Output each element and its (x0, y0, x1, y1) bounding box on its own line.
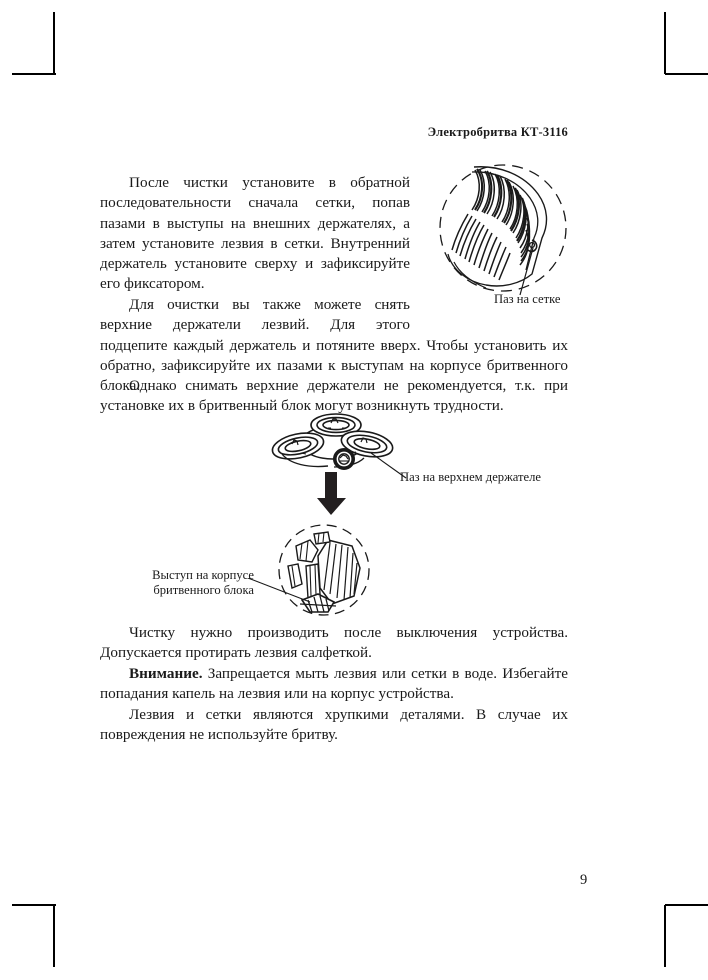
warning-label: Внимание. (129, 665, 203, 682)
figure-text-wrap-spacer (410, 295, 568, 316)
paragraph-not-recommended (100, 376, 568, 417)
crop-mark-top-left-vertical (53, 12, 55, 74)
crop-mark-bottom-left-horizontal (12, 904, 56, 906)
paragraph-text: После чистки установите в обратной последовательности сначала сетки, попав пазами в выступы на внешних держателях, а затем установите лезвия в сетки. Внутренний держатель установите сверху и зафиксируйте его фиксатором. (100, 174, 410, 293)
caption-body-lug-line2: бритвенного блока (153, 583, 254, 597)
crop-mark-bottom-left-vertical (53, 905, 55, 967)
paragraph-text: Чистку нужно производить после выключения устройства. Допускается протирать лезвия салфеткой. (100, 624, 568, 662)
caption-mesh-slot: Паз на сетке (494, 292, 561, 306)
caption-body-lug (126, 568, 254, 598)
leader-line-body-lug (248, 578, 312, 609)
paragraph-text: Однако снимать верхние держатели не рекомендуется, т.к. при установке их в бритвенный блок могут возникнуть трудности. (100, 377, 568, 415)
caption-top-holder-slot: Паз на верхнем держателе (400, 470, 542, 484)
crop-mark-top-right-vertical (664, 12, 666, 74)
figure-down-arrow (312, 472, 350, 516)
paragraph-fragile-parts (100, 705, 568, 746)
paragraph-text: Для очистки вы также можете снять верхние держатели лезвий. Для этого подцепите каждый держатель и потяните вверх. Чтобы установить их обратно, зафиксируйте их пазами к выступам на корпусе бритвенного блока. (100, 296, 568, 395)
paragraph-cleaning-when-off (100, 623, 568, 664)
paragraph-text: Запрещается мыть лезвия или сетки в воде. Избегайте попадания капель на лезвия или на корпус устройства. (100, 665, 568, 703)
figure-shaver-body-lug-detail (262, 518, 390, 626)
figure-shaver-screen-detail (428, 158, 578, 298)
crop-mark-bottom-right-horizontal (665, 904, 708, 906)
paragraph-warning (100, 664, 568, 705)
paragraph-reassembly (100, 173, 410, 295)
page-number: 9 (580, 872, 588, 888)
crop-mark-bottom-right-vertical (664, 905, 666, 967)
running-head: Электробритва КТ-3116 (427, 125, 568, 139)
paragraph-text: Лезвия и сетки являются хрупкими деталями. В случае их повреждения не используйте бритву. (100, 706, 568, 744)
crop-mark-top-right-horizontal (665, 73, 708, 75)
caption-body-lug-line1: Выступ на корпусе (152, 568, 254, 582)
crop-mark-top-left-horizontal (12, 73, 56, 75)
